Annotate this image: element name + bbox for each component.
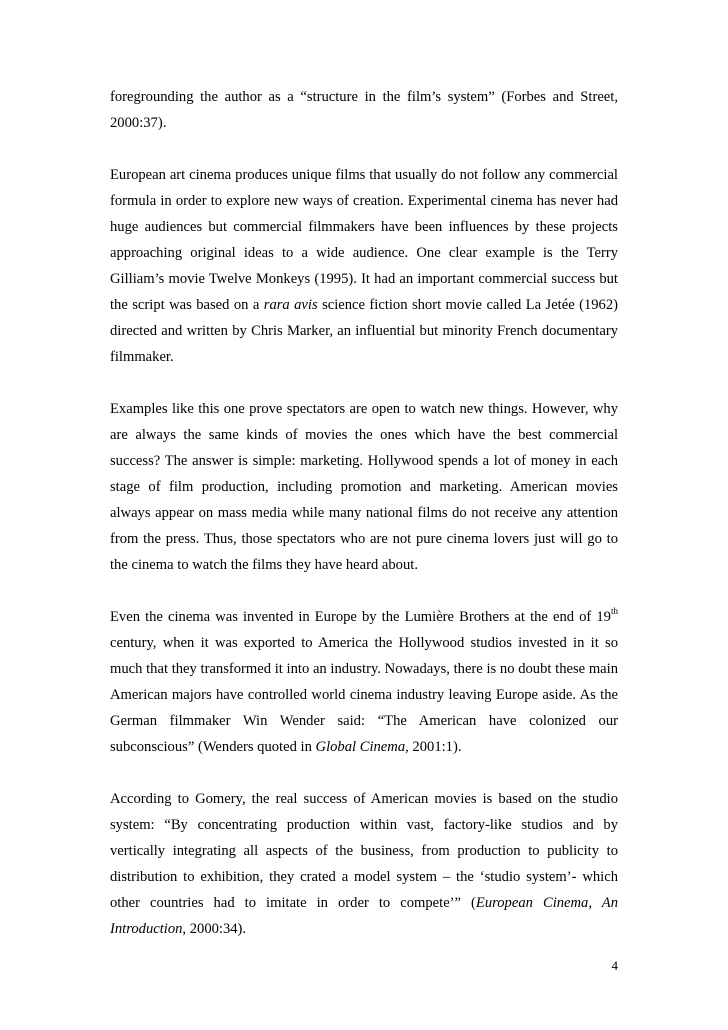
paragraph-5-text-start: According to Gomery, the real success of American movies is based on the studio system: “By concentrating production within vast, factory-like studios and by vertically integrating all aspects of the business, from production to publicity to distribution to exhibition, they crated a model system – the ‘studio system’- which other countries had to imitate in order to compete’” ( (110, 791, 618, 911)
paragraph-2 (110, 162, 618, 370)
paragraph-1 (110, 84, 618, 136)
paragraph-5 (110, 786, 618, 942)
body-text (110, 84, 618, 968)
paragraph-5-italic-title: European Cinema, An Introduction (110, 895, 618, 937)
paragraph-2-text-end: science fiction short movie called La Jetée (1962) directed and written by Chris Marker, an influential but minority French documentary filmmaker. (110, 297, 619, 365)
paragraph-5-text-end: , 2000:34). (182, 921, 247, 937)
paragraph-3 (110, 396, 618, 578)
paragraph-4 (110, 604, 618, 760)
paragraph-2-italic-term: rara avis (263, 297, 318, 313)
paragraph-4-superscript: th (610, 606, 618, 617)
paragraph-3-text: Examples like this one prove spectators are open to watch new things. However, why are always the same kinds of movies the ones which have the best commercial success? The answer is simple: marketing. Hollywood spends a lot of money in each stage of film production, including promotion and marketing. American movies always appear on mass media while many national films do not receive any attention from the press. Thus, those spectators who are not pure cinema lovers just will go to the cinema to watch the films they have heard about. (110, 401, 618, 573)
page-number: 4 (611, 958, 618, 973)
paragraph-2-text-start: European art cinema produces unique films that usually do not follow any commercial formula in order to explore new ways of creation. Experimental cinema has never had huge audiences but commercial filmmakers have been influences by these projects approaching original ideas to a wide audience. One clear example is the Terry Gilliam’s movie Twelve Monkeys (1995). It had an important commercial success but the script was based on a (110, 167, 618, 313)
paragraph-4-italic-title: Global Cinema (315, 739, 406, 755)
paragraph-4-text-end: , 2001:1). (405, 739, 462, 755)
paragraph-1-text: foregrounding the author as a “structure in the film’s system” (Forbes and Street, 2000:37). (110, 89, 618, 131)
paragraph-4-text-middle: century, when it was exported to America the Hollywood studios invested in it so much that they transformed it into an industry. Nowadays, there is no doubt these main American majors have controlled world cinema industry leaving Europe aside. As the German filmmaker Win Wender said: “The American have colonized our subconscious” (Wenders quoted in (110, 635, 618, 755)
paragraph-4-text-start: Even the cinema was invented in Europe by the Lumière Brothers at the end of 19 (110, 609, 611, 625)
